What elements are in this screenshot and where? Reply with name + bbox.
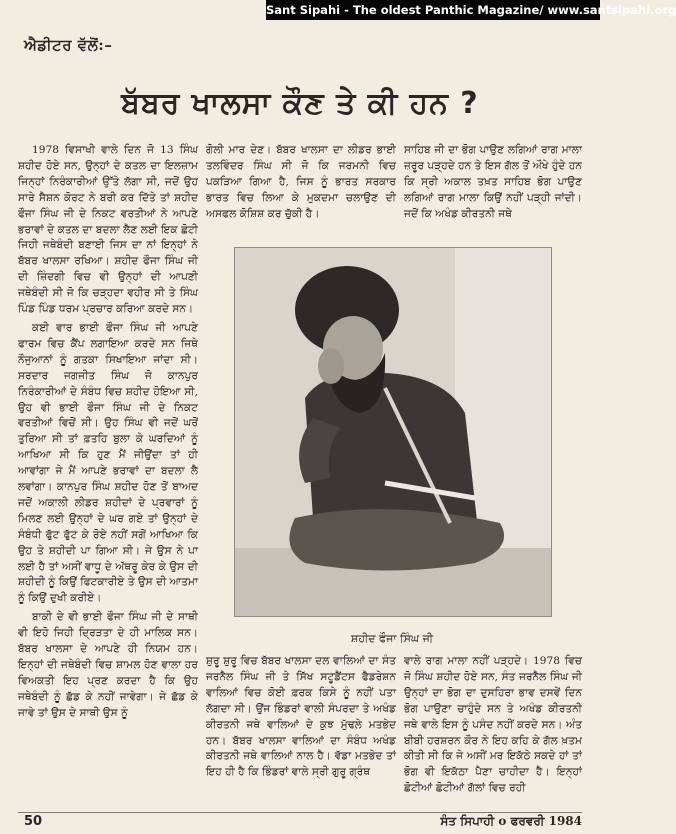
portrait-photo <box>234 247 552 617</box>
paragraph: 1978 ਵਿਸਾਖੀ ਵਾਲੇ ਦਿਨ ਜੋ 13 ਸਿੰਘ ਸ਼ਹੀਦ ਹੋਏ ਸਨ, ਉਨ੍ਹਾਂ ਦੇ ਕਤਲ ਦਾ ਇਲਜ਼ਾਮ ਜਿਨ੍ਹਾਂ ਨਿਰੰਕਾਰੀਆਂ ਉੱਤੇ ਲੱਗਾ ਸੀ, ਜਦੋਂ ਉਹ ਸਾਰੇ ਸੈਸ਼ਨ ਕੋਰਟ ਨੇ ਬਰੀ ਕਰ ਦਿੱਤੇ ਤਾਂ ਸ਼ਹੀਦ ਫੌਜਾ ਸਿੰਘ ਜੀ ਦੇ ਨਿਕਟ ਵਰਤੀਆਂ ਨੇ ਆਪਣੇ ਭਰਾਵਾਂ ਦੇ ਕਤਲ ਦਾ ਬਦਲਾ ਲੈਣ ਲਈ ਇਕ ਛੋਟੀ ਜਿਹੀ ਜਥੇਬੰਦੀ ਬਣਾਈ ਜਿਸ ਦਾ ਨਾਂ ਇਨ੍ਹਾਂ ਨੇ ਬੱਬਰ ਖਾਲਸਾ ਰਖਿਆ। ਸ਼ਹੀਦ ਫੌਜਾ ਸਿੰਘ ਜੀ ਦੀ ਜ਼ਿੰਦਗੀ ਵਿਚ ਵੀ ਉਨ੍ਹਾਂ ਦੀ ਆਪਣੀ ਜਥੇਬੰਦੀ ਸੀ ਜੋ ਕਿ ਚੜ੍ਹਦਾ ਵਹੀਰ ਸੀ ਤੇ ਸਿੰਘ ਪਿੰਡ ਪਿੰਡ ਧਰਮ ਪ੍ਰਚਾਰ ਕਰਿਆ ਕਰਦੇ ਸਨ। <box>18 144 198 316</box>
footer-rule <box>18 812 582 813</box>
text-column-1 <box>18 143 198 811</box>
photo-caption: ਸ਼ਹੀਦ ਫੌਜਾ ਸਿੰਘ ਜੀ <box>350 632 434 645</box>
issue-line: ਸੰਤ ਸਿਪਾਹੀ o ਫਰਵਰੀ 1984 <box>440 814 582 828</box>
editor-tag: ਐਡੀਟਰ ਵੱਲੋਂ:– <box>24 36 113 54</box>
page-number: 50 <box>24 814 43 829</box>
paragraph: ਬਾਕੀ ਦੇ ਵੀ ਭਾਈ ਫੌਜਾ ਸਿੰਘ ਜੀ ਦੇ ਸਾਥੀ ਵੀ ਇਹੋ ਜਿਹੀ ਦ੍ਰਿੜਤਾ ਦੇ ਹੀ ਮਾਲਿਕ ਸਨ। ਬੱਬਰ ਖਾਲਸਾ ਦੇ ਆਪਣੇ ਹੀ ਨਿਯਮ ਹਨ। ਇਨ੍ਹਾਂ ਦੀ ਜਥੇਬੰਦੀ ਵਿਚ ਸ਼ਾਮਲ ਹੋਣ ਵਾਲਾ ਹਰ ਵਿਅਕਤੀ ਇਹ ਪ੍ਰਣ ਕਰਦਾ ਹੈ ਕਿ ਉਹ ਜਥੇਬੰਦੀ ਨੂੰ ਛੱਡ ਕੇ ਨਹੀਂ ਜਾਵੇਗਾ। ਜੇ ਛੱਡ ਕੇ ਜਾਵੇ ਤਾਂ ਉਸ ਦੇ ਸਾਥੀ ਉਸ ਨੂੰ <box>18 611 198 719</box>
seated-man-illustration <box>235 248 551 616</box>
text-column-4: ਸ਼ੁਰੂ ਸ਼ੁਰੂ ਵਿਚ ਬੱਬਰ ਖਾਲਸਾ ਦਲ ਵਾਲਿਆਂ ਦਾ ਸੰਤ ਜਰਨੈਲ ਸਿੰਘ ਜੀ ਤੇ ਸਿੱਖ ਸਟੂਡੈਂਟਸ ਫੈਡਰੇਸ਼ਨ ਵਾਲਿਆਂ ਵਿਚ ਕੋਈ ਫ਼ਰਕ ਕਿਸੇ ਨੂੰ ਨਹੀਂ ਪਤਾ ਲੱਗਦਾ ਸੀ। ਉਂਜ ਭਿੰਡਰਾਂ ਵਾਲੀ ਸੰਪਰਦਾ ਤੇ ਅਖੰਡ ਕੀਰਤਨੀ ਜਥੇ ਵਾਲਿਆਂ ਦੇ ਕੁਝ ਮੁੱਢਲੇ ਮਤਭੇਦ ਹਨ। ਬੱਬਰ ਖਾਲਸਾ ਵਾਲਿਆਂ ਦਾ ਸੰਬੰਧ ਅਖੰਡ ਕੀਰਤਨੀ ਜਥੇ ਵਾਲਿਆਂ ਨਾਲ ਹੈ। ਵੱਡਾ ਮਤਭੇਦ ਤਾਂ ਇਹ ਹੀ ਹੈ ਕਿ ਭਿੰਡਰਾਂ ਵਾਲੇ ਸ੍ਰੀ ਗੁਰੂ ਗ੍ਰੰਥ <box>206 655 396 779</box>
text-column-5: ਵਾਲੇ ਰਾਗ ਮਾਲਾ ਨਹੀਂ ਪੜ੍ਹਦੇ। 1978 ਵਿਚ ਜੋ ਸਿੰਘ ਸ਼ਹੀਦ ਹੋਏ ਸਨ, ਸੰਤ ਜਰਨੈਲ ਸਿੰਘ ਜੀ ਉਨ੍ਹਾਂ ਦਾ ਭੋਗ ਦਾ ਦੁਸਹਿਰਾ ਭਾਵ ਦਸਵੇਂ ਦਿਨ ਭੋਗ ਪਾਉਣਾ ਚਾਹੁੰਦੇ ਸਨ ਤੇ ਅਖੰਡ ਕੀਰਤਨੀ ਜਥੇ ਵਾਲੇ ਇਸ ਨੂੰ ਪਸੰਦ ਨਹੀਂ ਕਰਦੇ ਸਨ। ਅੰਤ ਬੀਬੀ ਹਰਸ਼ਰਨ ਕੌਰ ਨੇ ਇਹ ਕਹਿ ਕੇ ਗੱਲ ਖ਼ਤਮ ਕੀਤੀ ਸੀ ਕਿ ਜੇ ਅਸੀਂ ਮਰ ਇਕੱਠੇ ਸਕਦੇ ਹਾਂ ਤਾਂ ਭੋਗ ਵੀ ਇਕੱਠਾ ਪੈਣਾ ਚਾਹੀਦਾ ਹੈ। ਇਨ੍ਹਾਂ ਛੋਟੀਆਂ ਛੋਟੀਆਂ ਗੱਲਾਂ ਵਿਚ ਰਹੀ <box>404 655 582 795</box>
paragraph: ਕਈ ਵਾਰ ਭਾਈ ਫੌਜਾ ਸਿੰਘ ਜੀ ਆਪਣੇ ਫਾਰਮ ਵਿਚ ਕੈਂਪ ਲਗਾਇਆ ਕਰਦੇ ਸਨ ਜਿਥੇ ਨੌਜੁਆਨਾਂ ਨੂੰ ਗਤਕਾ ਸਿਖਾਇਆ ਜਾਂਦਾ ਸੀ। ਸਰਦਾਰ ਜਗਜੀਤ ਸਿੰਘ ਜੋ ਕਾਨਪੁਰ ਨਿਰੰਕਾਰੀਆਂ ਦੇ ਸੰਬੰਧ ਵਿਚ ਸ਼ਹੀਦ ਹੋਇਆ ਸੀ, ਉਹ ਵੀ ਭਾਈ ਫੌਜਾ ਸਿੰਘ ਜੀ ਦੇ ਨਿਕਟ ਵਰਤੀਆਂ ਵਿਚੋਂ ਸੀ। ਉਹ ਸਿੰਘ ਵੀ ਜਦੋਂ ਘਰੋਂ ਤੁਰਿਆ ਸੀ ਤਾਂ ਫ਼ਤਹਿ ਬੁਲਾ ਕੇ ਘਰਦਿਆਂ ਨੂੰ ਆਖਿਆ ਸੀ ਕਿ ਹੁਣ ਮੈਂ ਜੀਉਂਦਾ ਤਾਂ ਹੀ ਆਵਾਂਗਾ ਜੇ ਮੈਂ ਆਪਣੇ ਭਰਾਵਾਂ ਦਾ ਬਦਲਾ ਲੈ ਲਵਾਂਗਾ। ਕਾਨਪੁਰ ਸਿੰਘ ਸ਼ਹੀਦ ਹੋਣ ਤੋਂ ਬਾਅਦ ਜਦੋਂ ਅਕਾਲੀ ਲੀਡਰ ਸ਼ਹੀਦਾਂ ਦੇ ਪ੍ਰਵਾਰਾਂ ਨੂੰ ਮਿਲਣ ਲਈ ਉਨ੍ਹਾਂ ਦੇ ਘਰ ਗਏ ਤਾਂ ਉਨ੍ਹਾਂ ਦੇ ਸੰਬੰਧੀ ਫੁੱਟ ਫੁੱਟ ਕੇ ਰੋਏ ਨਹੀਂ ਸਗੋਂ ਆਖਿਆ ਕਿ ਉਹ ਤੇ ਸ਼ਹੀਦੀ ਪਾ ਗਿਆ ਸੀ। ਜੇ ਉਸ ਨੇ ਪਾ ਲਈ ਹੈ ਤਾਂ ਅਸੀਂ ਵਾਧੂ ਦੇ ਅੱਥਰੂ ਕੇਰ ਕੇ ਉਸ ਦੀ ਸ਼ਹੀਦੀ ਨੂੰ ਕਿਉਂ ਫਿਟਕਾਰੀਏ ਤੇ ਉਸ ਦੀ ਆਤਮਾ ਨੂੰ ਕਿਉਂ ਦੁਖੀ ਕਰੀਏ। <box>18 321 198 605</box>
text-column-3: ਸਾਹਿਬ ਜੀ ਦਾ ਭੋਗ ਪਾਉਣ ਲਗਿਆਂ ਰਾਗ ਮਾਲਾ ਜ਼ਰੂਰ ਪੜ੍ਹਦੇ ਹਨ ਤੇ ਇਸ ਗੱਲ ਤੋਂ ਔਖੇ ਹੁੰਦੇ ਹਨ ਕਿ ਸ੍ਰੀ ਅਕਾਲ ਤਖ਼ਤ ਸਾਹਿਬ ਭੋਗ ਪਾਉਣ ਲਗਿਆਂ ਰਾਗ ਮਾਲਾ ਕਿਉਂ ਨਹੀਂ ਪੜ੍ਹੀ ਜਾਂਦੀ। ਜਦੋਂ ਕਿ ਅਖੰਡ ਕੀਰਤਨੀ ਜਥੇ <box>404 144 582 220</box>
article-headline: ਬੱਬਰ ਖਾਲਸਾ ਕੌਣ ਤੇ ਕੀ ਹਨ ? <box>121 86 479 121</box>
text-column-2: ਗੋਲੀ ਮਾਰ ਦੇਣ। ਬੱਬਰ ਖਾਲਸਾ ਦਾ ਲੀਡਰ ਭਾਈ ਤਲਵਿੰਦਰ ਸਿੰਘ ਸੀ ਜੋ ਕਿ ਜਰਮਨੀ ਵਿਚ ਪਕੜਿਆ ਗਿਆ ਹੈ, ਜਿਸ ਨੂੰ ਭਾਰਤ ਸਰਕਾਰ ਭਾਰਤ ਵਿਚ ਲਿਆ ਕੇ ਮੁਕਦਮਾ ਚਲਾਉਣ ਦੀ ਅਸਫਲ ਕੋਸ਼ਿਸ਼ ਕਰ ਚੁੱਕੀ ਹੈ। <box>206 144 396 220</box>
site-banner: Sant Sipahi - The oldest Panthic Magazine/ www.santsipahi.org <box>266 0 600 20</box>
